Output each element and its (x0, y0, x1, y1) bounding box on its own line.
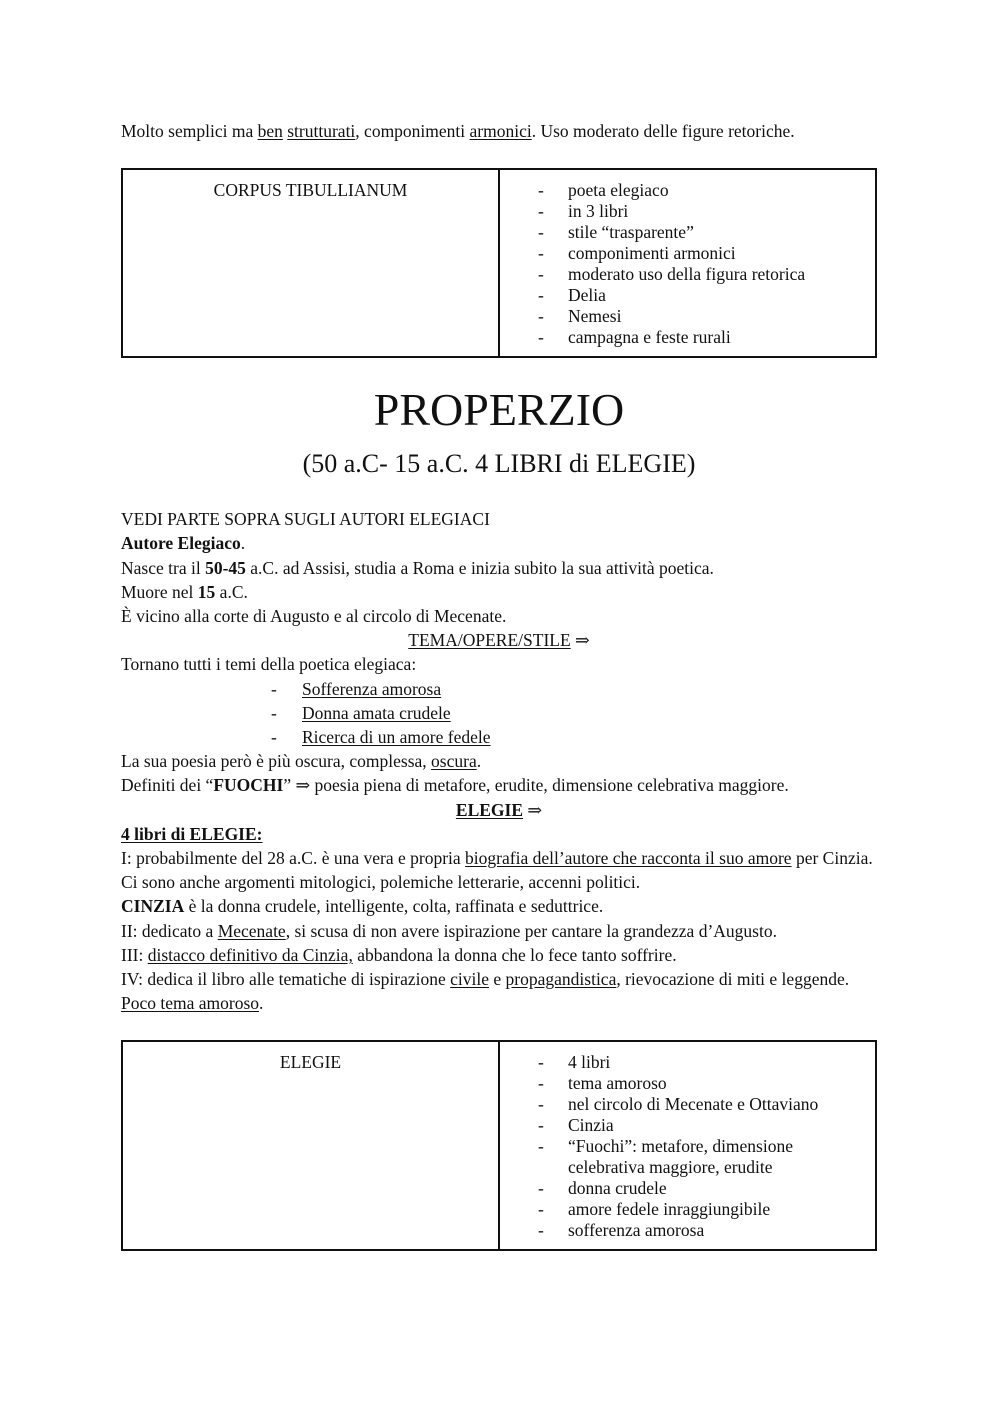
list-item: - amore fedele inraggiungibile (538, 1199, 771, 1220)
line-cinzia: CINZIA è la donna crudele, intelligente, colta, raffinata e seduttrice. (121, 896, 604, 917)
list-item: - nel circolo di Mecenate e Ottaviano (538, 1094, 819, 1115)
underlined-ben: ben (257, 121, 283, 141)
line-temi: Tornano tutti i temi della poetica elegiaca: (121, 654, 417, 675)
list-item: - Ricerca di un amore fedele (271, 727, 491, 748)
document-page (121, 119, 877, 1251)
list-item: - stile “trasparente” (538, 222, 694, 243)
body-text (121, 507, 877, 1015)
heading-4-libri: 4 libri di ELEGIE: (121, 823, 263, 844)
list-item: - tema amoroso (538, 1073, 667, 1094)
list-item: - campagna e feste rurali (538, 327, 731, 348)
underlined-strutturati: strutturati (287, 121, 356, 141)
list-item: - Donna amata crudele (271, 702, 451, 723)
table-elegie (121, 1040, 877, 1251)
line-libro-1: I: probabilmente del 28 a.C. è una vera e propria biografia dell’autore che racconta il suo amore per Cinzia. Ci sono anche argomenti mitologici, polemiche letterarie, accenni politici. (121, 848, 873, 893)
list-item: - “Fuochi”: metafore, dimensione celebrativa maggiore, erudite (538, 1136, 793, 1178)
line-vedi-parte: VEDI PARTE SOPRA SUGLI AUTORI ELEGIACI (121, 509, 490, 530)
table-left-cell: ELEGIE (123, 1042, 500, 1249)
table-list (500, 1052, 865, 1241)
page-title: PROPERZIO (373, 384, 625, 436)
list-item: - componimenti armonici (538, 243, 736, 264)
line-autore-elegiaco: Autore Elegiaco. (121, 533, 246, 554)
page-subtitle: (50 a.C- 15 a.C. 4 LIBRI di ELEGIE) (302, 449, 696, 479)
line-libro-3: III: distacco definitivo da Cinzia, abbandona la donna che lo fece tanto soffrire. (121, 944, 677, 965)
themes-list (121, 677, 877, 750)
underlined-armonici: armonici (469, 121, 532, 141)
line-morte: Muore nel 15 a.C. (121, 581, 248, 602)
list-item: - sofferenza amorosa (538, 1220, 705, 1241)
list-item: - poeta elegiaco (538, 180, 669, 201)
table-corpus-tibullianum (121, 168, 877, 358)
list-item: - in 3 libri (538, 201, 629, 222)
line-corte: È vicino alla corte di Augusto e al circolo di Mecenate. (121, 606, 507, 627)
line-libro-4: IV: dedica il libro alle tematiche di ispirazione civile e propagandistica, rievocazione di miti e leggende. Poco tema amoroso. (121, 969, 850, 1014)
table-list (500, 180, 865, 348)
table-right-cell (500, 1042, 875, 1249)
line-fuochi: Definiti dei “FUOCHI” ⇒ poesia piena di metafore, erudite, dimensione celebrativa maggiore. (121, 775, 789, 796)
heading-elegie: ELEGIE ⇒ (455, 799, 543, 820)
intro-paragraph: Molto semplici ma ben strutturati, componimenti armonici. Uso moderato delle figure retoriche. (121, 121, 795, 141)
table-left-cell: CORPUS TIBULLIANUM (123, 170, 500, 356)
list-item: - Cinzia (538, 1115, 614, 1136)
heading-tema-opere-stile: TEMA/OPERE/STILE ⇒ (408, 630, 590, 651)
list-item: - Sofferenza amorosa (271, 678, 442, 699)
list-item: - donna crudele (538, 1178, 667, 1199)
line-libro-2: II: dedicato a Mecenate, si scusa di non avere ispirazione per cantare la grandezza d’Augusto. (121, 920, 777, 941)
list-item: - 4 libri (538, 1052, 611, 1073)
list-item: - Delia (538, 285, 606, 306)
line-poesia-oscura: La sua poesia però è più oscura, complessa, oscura. (121, 751, 482, 772)
list-item: - moderato uso della figura retorica (538, 264, 806, 285)
list-item: - Nemesi (538, 306, 622, 327)
line-nascita: Nasce tra il 50-45 a.C. ad Assisi, studia a Roma e inizia subito la sua attività poetica. (121, 557, 714, 578)
table-right-cell (500, 170, 875, 356)
